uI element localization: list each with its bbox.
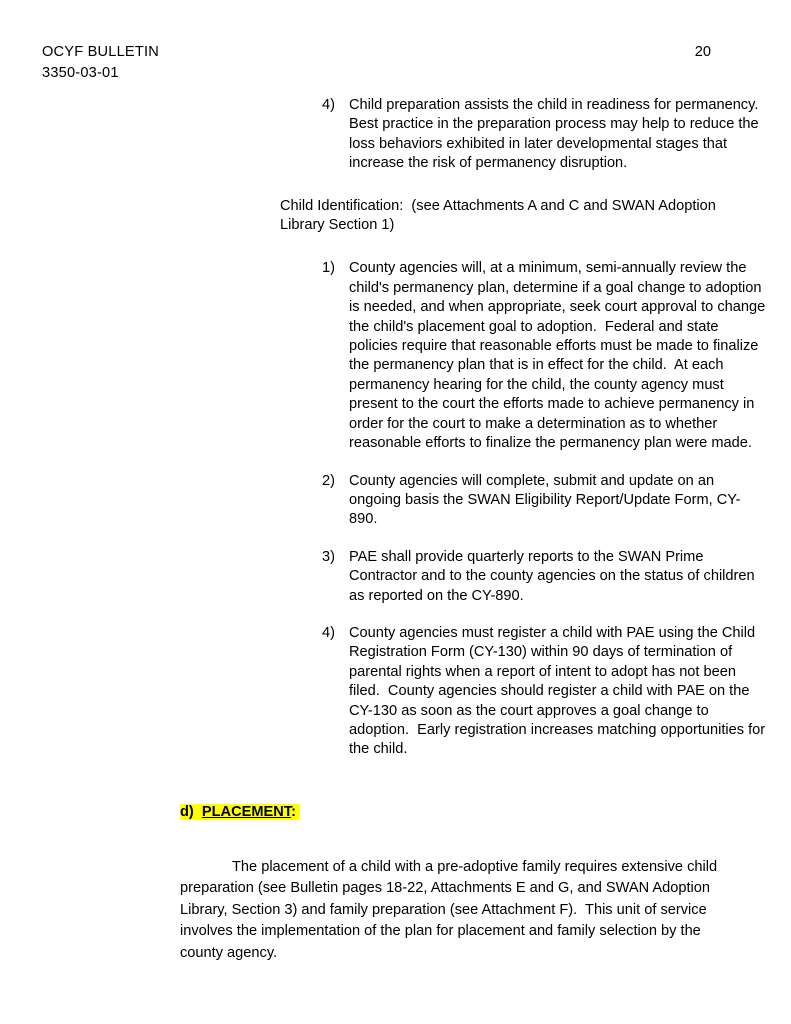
placement-body-paragraph: The placement of a child with a pre-adoptive family requires extensive child preparation (see Bulletin pages 18-22, Attachments E and G, and SWAN Adoption Library, Section 3) and family preparation (see Attachment F). This unit of service involves the implementation of the plan for placement and family selection by the county agency.: [180, 858, 722, 961]
list-marker: 4): [322, 97, 335, 113]
list-item-text: County agencies will, at a minimum, semi-annually review the child's permanency plan, determine if a goal change to adoption is needed, and when appropriate, seek court approval to change the child's placement goal to adoption. Federal and state policies require that reasonable efforts must be made to finalize the permanency plan that is in effect for the child. At each permanency hearing for the child, the county agency must present to the court the efforts made to achieve permanency in order for the court to make a determination as to whether reasonable efforts to finalize the permanency plan were made.: [349, 260, 770, 452]
page-header: [42, 42, 749, 88]
list-marker: 3): [322, 548, 335, 565]
numbered-list-child-identification: [0, 259, 791, 759]
vertical-spacer: [0, 174, 791, 197]
section-heading-placement: [180, 803, 791, 822]
list-item-text: PAE shall provide quarterly reports to the SWAN Prime Contractor and to the county agencies on the status of children as reported on the CY-890.: [349, 548, 759, 604]
section-title: PLACEMENT: [201, 803, 292, 820]
list-item-text: County agencies must register a child with PAE using the Child Registration Form (CY-130) within 90 days of termination of parental rights when a report of intent to adopt has not been filed. County agencies should register a child with PAE on the CY-130 as soon as the court approves a goal change to adoption. Early registration increases matching opportunities for the child.: [349, 624, 770, 758]
highlight-trailing-space: [296, 804, 300, 820]
list-marker: 1): [322, 260, 335, 277]
list-item: [322, 472, 767, 530]
page-number: 20: [694, 44, 711, 60]
list-item-text: County agencies will complete, submit and update on an ongoing basis the SWAN Eligibility Report/Update Form, CY-890.: [349, 472, 741, 528]
vertical-spacer: [0, 235, 791, 259]
document-body: [0, 96, 791, 979]
list-item: [322, 624, 770, 760]
bulletin-identifier: [42, 42, 159, 84]
list-item: [322, 548, 767, 606]
section-colon: :: [291, 803, 296, 820]
child-identification-paragraph: Child Identification: (see Attachments A and C and SWAN Adoption Library Section 1): [280, 197, 720, 234]
section-heading-highlight: [180, 804, 300, 820]
numbered-list-preparation: [0, 96, 791, 174]
list-marker: 2): [322, 472, 335, 489]
section-marker: d): [180, 803, 194, 820]
list-item-text: Child preparation assists the child in readiness for permanency. Best practice in the preparation process may help to reduce the loss behaviors exhibited in later developmental stages that increase the risk of permanency disruption.: [349, 97, 771, 172]
list-item: [322, 259, 770, 453]
list-item: [322, 96, 771, 174]
section-marker-spacer: [194, 804, 202, 820]
bulletin-title: OCYF BULLETIN: [42, 44, 159, 60]
bulletin-number: 3350-03-01: [42, 65, 119, 81]
list-marker: 4): [322, 624, 335, 641]
vertical-spacer: [0, 822, 791, 842]
vertical-spacer: [0, 760, 791, 803]
